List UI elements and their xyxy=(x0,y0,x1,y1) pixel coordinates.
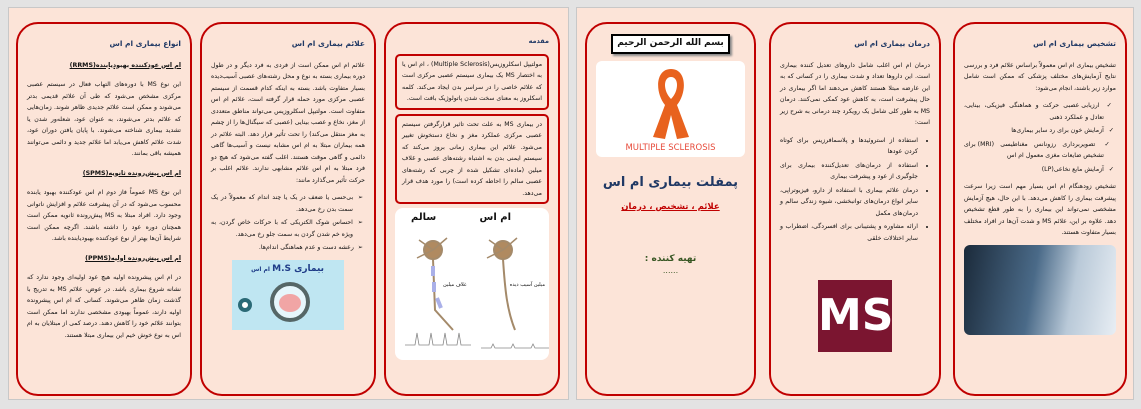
spms-heading: ام اس پیش‌رونده ثانویه(SPMS) xyxy=(82,169,181,177)
list-item: ✓ تصویربرداری رزونانس مغناطیسی (MRI) برای تشخیص ضایعات مغزی معمول ام اس xyxy=(964,139,1104,162)
diagnosis-text: تشخیص بیماری ام اس معمولاً براساس علائم فرد و بررسی نتایج آزمایش‌های مختلف پزشکی که ممکن است شامل موارد زیر باشند، انجام می‌شود: xyxy=(964,61,1116,92)
rrms-heading: ام اس عودکننده بهبودیابنده(RRMS) xyxy=(69,61,181,69)
spms-text: این نوع MS عموماً فاز دوم ام اس عودکننده بهبود یابنده محسوب می‌شود که در آن پیشرفت علائم و افزایش ناتوانی وجود دارد. افراد مبتلا به MS پیش‌رونده ثانویه ممکن است همچنان دوره عود را داشته باشند. اگرچه ممکن است شرایط آن‌ها بهتر از نوع عودکننده بهبودیابنده باشد. xyxy=(27,189,181,242)
right-page xyxy=(576,7,1134,400)
ribbon-caption: MULTIPLE SCLEROSIS xyxy=(625,143,716,153)
symptoms-title: علائم بیماری ام اس xyxy=(291,39,365,48)
panel-types xyxy=(16,22,192,396)
treatment-text: درمان ام اس اغلب شامل داروهای تعدیل کننده بیماری است. این داروها تعداد و شدت بیماری را در کسانی که به این عارضه مبتلا هستند کاهش می‌دهند اما اگر بیماری در حال پیشرفت است، به کاهش عود کمکی نمی‌کنند. درمان MS به طور کلی شامل یک رویکرد چند درمانی به شرح زیر است: xyxy=(780,61,930,126)
diagnosis-title: تشخیص بیماری ام اس xyxy=(1033,39,1116,48)
intro-box-1: مولتیپل اسکلروزیس(Multiple Sclerosis) ، ام اس یا به اختصار MS یک بیماری سیستم عصبی مرکزی است که علائم خاصی را در سراسر بدن ایجاد می‌کند. کلمه اسکلروز به معنای سخت شدن پاتولوژیک بافت است. xyxy=(395,54,549,110)
ribbon-image xyxy=(596,61,745,157)
intro-title: مقدمه xyxy=(528,37,549,45)
panel-symptoms xyxy=(200,22,376,396)
diagnosis-text-2: تشخیص زودهنگام ام اس بسیار مهم است زیرا سرعت پیشرفت بیماری را کاهش می‌دهد. با این حال، هیچ آزمایش مشخصی نمی‌تواند این بیماری را به طور قطع تشخیص دهد. علاوه بر این، علائم MS و شدت آن‌ها در افراد مختلف بسیار متفاوت هستند. xyxy=(964,183,1116,236)
basmala: بسم الله الرحمن الرحیم xyxy=(611,34,730,54)
cover-subtitle: علائم ، تشخیص ، درمان xyxy=(621,202,720,212)
ms-brain-illustration xyxy=(232,260,344,330)
awareness-ribbon-icon xyxy=(641,63,701,141)
left-page xyxy=(8,7,569,400)
image-label-small: ام اس xyxy=(251,265,270,273)
magnifier-icon xyxy=(270,282,310,322)
cover-title: پمفلت بیماری ام اس xyxy=(602,174,739,190)
panel-treatment xyxy=(769,22,941,396)
diagnosis-list xyxy=(964,100,1116,175)
list-item: • استفاده از استروئیدها و پلاسمافرزیس برای کوتاه کردن عودها xyxy=(780,135,918,158)
image-label: بیماری M.S xyxy=(272,263,324,274)
panel-cover xyxy=(585,22,756,396)
list-item: ➢ احساس شوک الکتریکی که با حرکات خاص گردن، به ویژه خم شدن گردن به سمت جلو رخ می‌دهد. xyxy=(211,217,353,240)
author: ...... xyxy=(662,266,679,275)
list-item: • ارائه مشاوره و پشتیبانی برای افسردگی، اضطراب و سایر اختلالات خلقی xyxy=(780,221,918,244)
rrms-text: این نوع MS با دوره‌های التهاب فعال در سیستم عصبی مرکزی مشخص می‌شود که طی آن علائم قدیمی بدتر می‌شوند و ممکن است علائم جدیدی ظاهر شوند. زمان‌هایی که علائم بدتر می‌شوند، به عنوان عود، شعله‌ور شدن یا تشدید بیماری شناخته می‌شوند. با پایان یافتن دوران عود، شدت علائم کاهش می‌یابد اما علائم جدید و دائمی می‌توانند همیشه باقی بمانند. xyxy=(27,81,181,157)
panel-diagnosis xyxy=(953,22,1127,396)
list-item: ✓ ارزیابی عصبی حرکت و هماهنگی فیزیکی، بینایی، تعادل و عملکرد ذهنی xyxy=(964,100,1104,123)
list-item: • استفاده از درمان‌های تعدیل‌کننده بیماری برای جلوگیری از عود و پیشرفت بیماری xyxy=(780,160,918,183)
panel-intro xyxy=(384,22,560,396)
logo-text: MS xyxy=(818,290,894,341)
treatment-list xyxy=(780,135,930,245)
list-item: ✓ آزمایش خون برای رد سایر بیماری‌ها xyxy=(964,125,1104,137)
label-healthy: سالم xyxy=(411,212,437,223)
treatment-title: درمان بیماری ام اس xyxy=(854,39,930,48)
symptoms-text: علائم ام اس ممکن است از فردی به فرد دیگر و در طول دوره بیماری بسته به نوع و محل رشته‌های عصبی آسیب‌دیده بسیار متفاوت باشد. بسته به اینکه کدام قسمت از سیستم عصبی مرکزی مورد حمله قرار گرفته است، علائم ام اس متفاوت است. مولتیپل اسکلروزیس می‌تواند مناطق متعددی از مغز، نخاع و عصب بینایی (عصبی که سیگنال‌ها را از چشم به مغز منتقل می‌کند) را تحت تأثیر قرار دهد. البته علائم در همه بیماران مبتلا به ام اس مشابه نیست و آسیب‌ها گاهی دائمی و گاهی موقت هستند. اغلب گفته می‌شود که هیچ دو فرد مبتلا به ام اس علائم مشابهی ندارند. علائم اغلب بر حرکت تأثیر می‌گذارد مانند: xyxy=(211,61,365,184)
list-item: • درمان علائم بیماری با استفاده از دارو، فیزیوتراپی، سایر انواع درمان‌های توانبخشی، شیوه زندگی سالم و درمان‌های مکمل xyxy=(780,185,918,220)
list-item: ➢ رعشه دست و عدم هماهنگی اندام‌ها. xyxy=(211,242,353,254)
prepared-by: تهیه کننده : xyxy=(644,253,697,264)
ppms-text: در ام اس پیشرونده اولیه هیچ عود اولیه‌ای وجود ندارد که نشانه شروع بیماری باشد. در عوض، علائم MS به تدریج با گذشت زمان ظاهر می‌شوند. کسانی که ام اس پیشرونده اولیه دارند، عموماً بهبودی مشخصی ندارند اما ممکن است بتوانند علائم خود را کاهش دهند. درصد کمی از مبتلایان به ام اس به نوع خوش خیم این بیماری مبتلا هستند. xyxy=(27,274,181,339)
eye-icon xyxy=(238,298,252,312)
label-sheath: غلاف میلین xyxy=(443,282,467,288)
intro-box-2: در بیماری MS به علت تحت تاثیر قرارگرفتن سیستم عصبی مرکزی عملکرد مغز و نخاع دستخوش تغییر می‌شود. علائم این بیماری زمانی بروز می‌کند که سیستم ایمنی بدن به اشتباه رشته‌های عصبی و غلاف میلین (ماده‌ای تشکیل شده از چربی که رشته‌های عصبی سالم را احاطه کرده است) را مورد هدف قرار می‌دهد. xyxy=(395,114,549,205)
symptoms-list xyxy=(211,192,365,254)
label-ms: ام اس xyxy=(479,212,511,223)
mri-photo xyxy=(964,245,1116,335)
neuron-diagram xyxy=(395,208,549,360)
list-item: ➢ بی‌حسی یا ضعف در یک یا چند اندام که معمولاً در یک سمت بدن رخ می‌دهد. xyxy=(211,192,353,215)
types-title: انواع بیماری ام اس xyxy=(109,39,181,48)
list-item: ✓ آزمایش مایع نخاعی(LP) xyxy=(964,164,1104,176)
label-damaged: میلین آسیب دیده xyxy=(509,282,545,288)
ppms-heading: ام اس پیش‌رونده اولیه(PPMS) xyxy=(85,254,181,262)
ms-logo xyxy=(818,280,892,352)
